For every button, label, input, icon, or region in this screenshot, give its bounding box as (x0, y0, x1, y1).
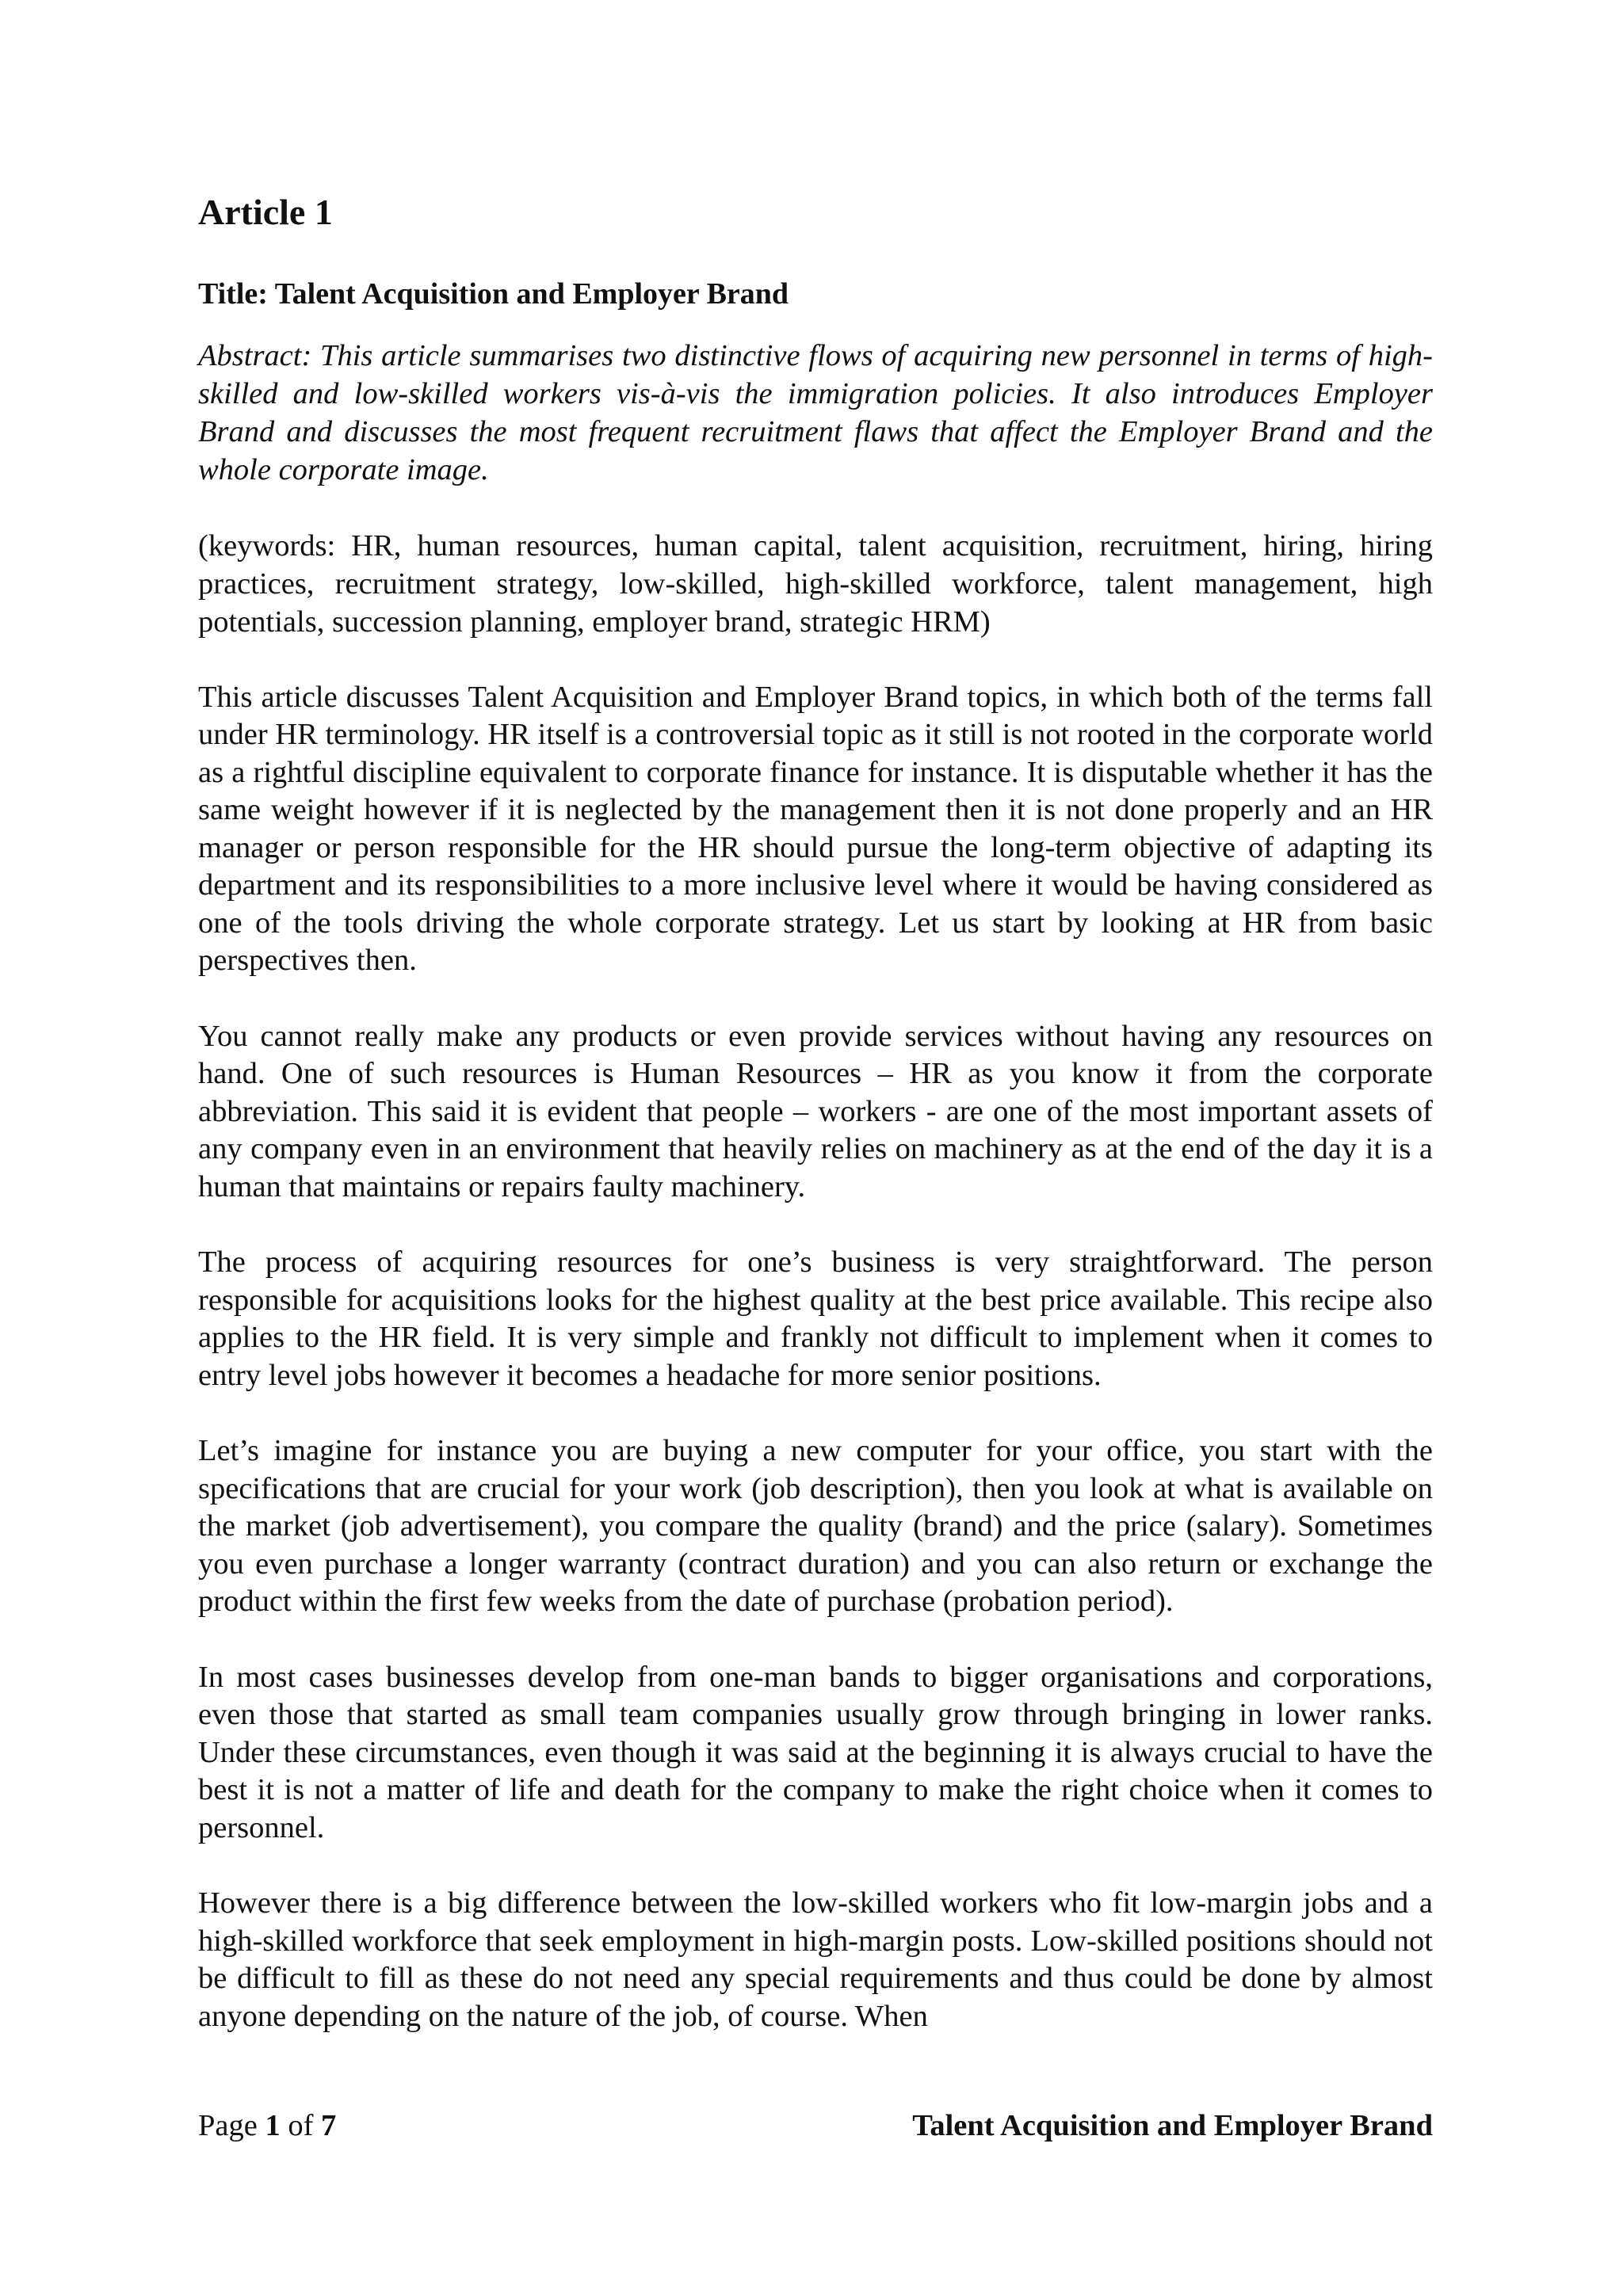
page-current: 1 (265, 2109, 281, 2142)
body-paragraph-3: The process of acquiring resources for one’s business is very straightforward. The person responsible for acquisitions looks for the highest quality at the best price available. This recipe also applies to the HR field. It is very simple and frankly not difficult to implement when it comes to entry level jobs however it becomes a headache for more senior positions. (198, 1245, 1433, 1392)
body-paragraph-2: You cannot really make any products or even provide services without having any resources on hand. One of such resources is Human Resources – HR as you know it from the corporate abbreviation. This said it is evident that people – workers - are one of the most important assets of any company even in an environment that heavily relies on machinery as at the end of the day it is a human that maintains or repairs faulty machinery. (198, 1019, 1433, 1203)
page-number (198, 2107, 336, 2144)
running-title: Talent Acquisition and Employer Brand (912, 2109, 1433, 2142)
body-paragraph-5: In most cases businesses develop from one-man bands to bigger organisations and corporations, even those that started as small team companies usually grow through bringing in lower ranks. Under these circumstances, even though it was said at the beginning it is always crucial to have the best it is not a matter of life and death for the company to make the right choice when it comes to personnel. (198, 1660, 1433, 1844)
page-of: of (288, 2109, 314, 2142)
article-keywords: (keywords: HR, human resources, human capital, talent acquisition, recruitment, hiring, hiring practices, recruitment strategy, low-skilled, high-skilled workforce, talent management, high potentials, succession planning, employer brand, strategic HRM) (198, 528, 1433, 639)
body-paragraph-4: Let’s imagine for instance you are buying a new computer for your office, you start with the specifications that are crucial for your work (job description), then you look at what is available on the market (job advertisement), you compare the quality (brand) and the price (salary). Sometimes you even purchase a longer warranty (contract duration) and you can also return or exchange the product within the first few weeks from the date of purchase (probation period). (198, 1434, 1433, 1619)
page-total: 7 (321, 2109, 337, 2142)
article-abstract: Abstract: This article summarises two distinctive flows of acquiring new personnel in terms of high-skilled and low-skilled workers vis-à-vis the immigration policies. It also introduces Employer Brand and discusses the most frequent recruitment flaws that affect the Employer Brand and the whole corporate image. (198, 338, 1433, 486)
page-content (198, 190, 1433, 2073)
body-paragraph-1: This article discusses Talent Acquisition and Employer Brand topics, in which both of the terms fall under HR terminology. HR itself is a controversial topic as it still is not rooted in the corporate world as a rightful discipline equivalent to corporate finance for instance. It is disputable whether it has the same weight however if it is neglected by the management then it is not done properly and an HR manager or person responsible for the HR should pursue the long-term objective of adapting its department and its responsibilities to a more inclusive level where it would be having considered as one of the tools driving the whole corporate strategy. Let us start by looking at HR from basic perspectives then. (198, 680, 1433, 978)
page-prefix: Page (198, 2109, 258, 2142)
page-footer (198, 2107, 1433, 2144)
body-paragraph-6: However there is a big difference between the low-skilled workers who fit low-margin jobs and a high-skilled workforce that seek employment in high-margin posts. Low-skilled positions should not be difficult to fill as these do not need any special requirements and thus could be done by almost anyone depending on the nature of the job, of course. When (198, 1886, 1433, 2033)
article-heading: Article 1 (198, 192, 333, 232)
article-title: Title: Talent Acquisition and Employer Brand (198, 277, 789, 311)
